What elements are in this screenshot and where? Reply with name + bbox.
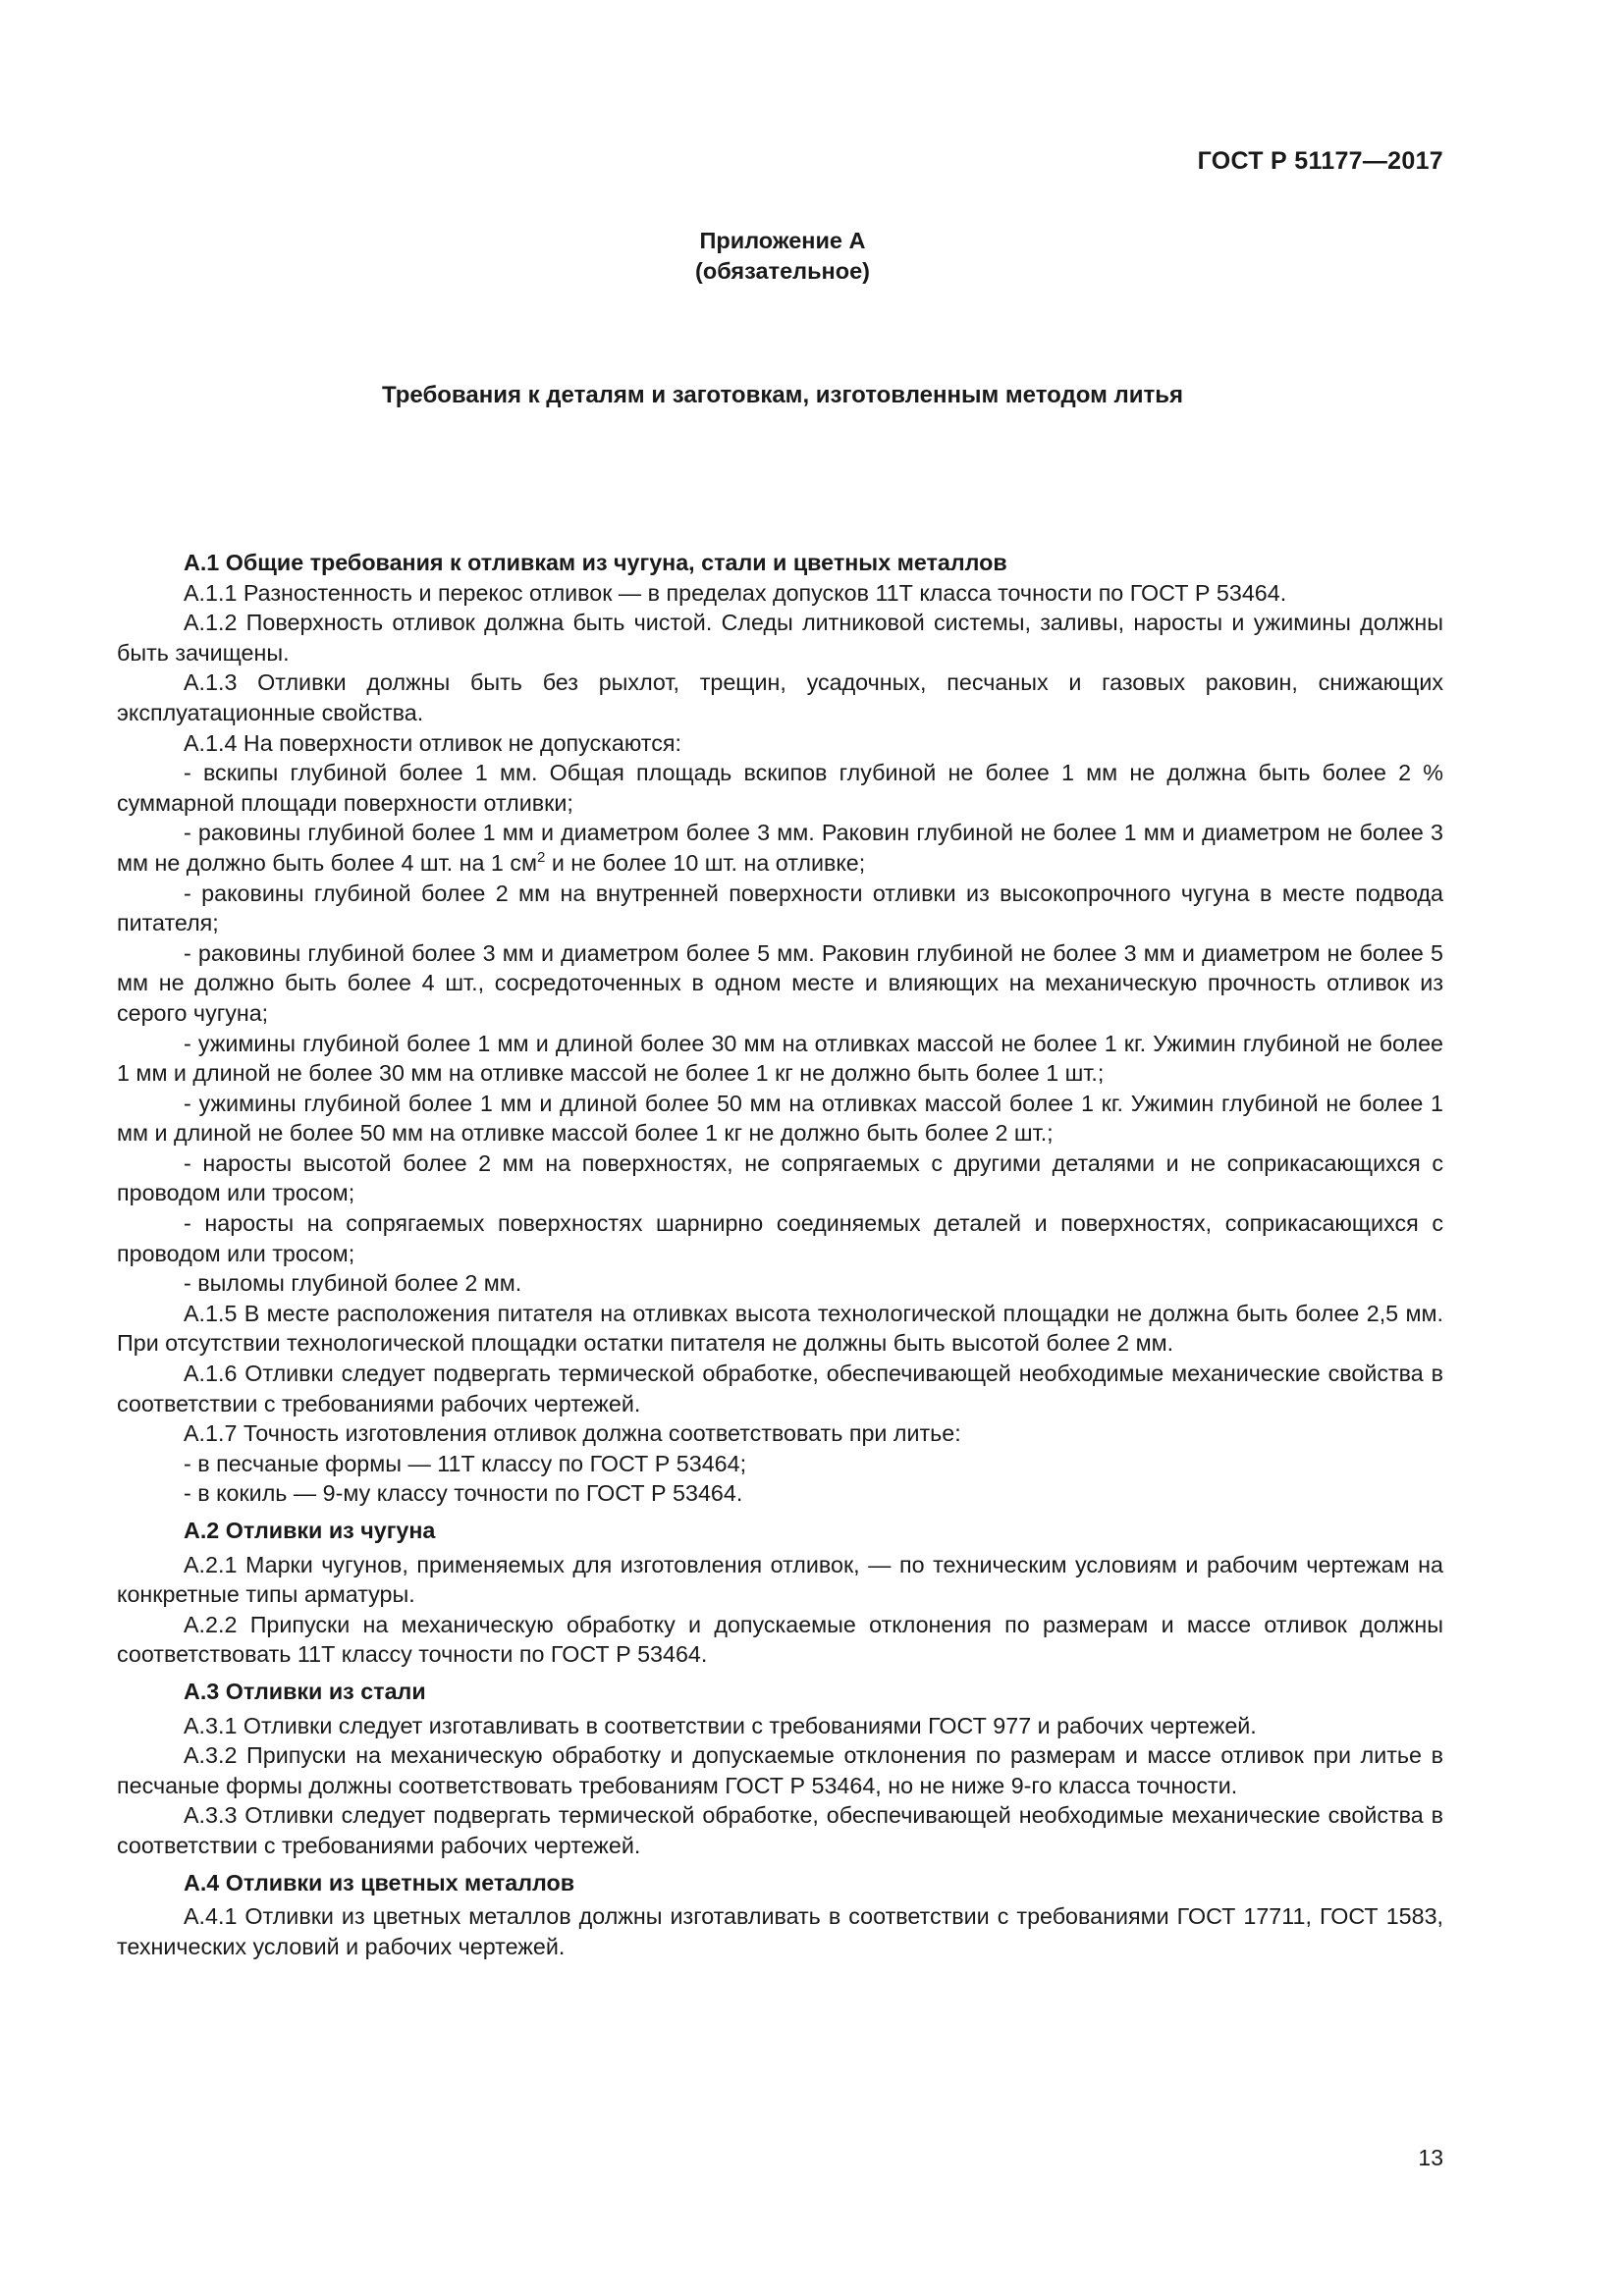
document-body (117, 548, 1443, 1961)
document-code: ГОСТ Р 51177—2017 (1197, 147, 1443, 175)
paragraph-a1-7: А.1.7 Точность изготовления отливок должна соответствовать при литье: (184, 1420, 961, 1447)
annex-title: Приложение А (699, 228, 866, 253)
list-item-a1-4-3: - раковины глубиной более 2 мм на внутренней поверхности отливки из высокопрочного чугуна в месте подвода питателя; (117, 880, 1443, 936)
list-item-a1-4-4: - раковины глубиной более 3 мм и диаметром более 5 мм. Раковин глубиной не более 3 мм и диаметром не более 5 мм не должно быть более 4 шт., сосредоточенных в одном месте и влияющих на механическую прочность отливок из серого чугуна; (117, 939, 1443, 1026)
paragraph-a4-1: А.4.1 Отливки из цветных металлов должны изготавливать в соответствии с требованиями ГОСТ 17711, ГОСТ 1583, технических условий и рабочих чертежей. (117, 1903, 1443, 1959)
paragraph-a1-5: А.1.5 В месте расположения питателя на отливках высота технологической площадки не должна быть более 2,5 мм. При отсутствии технологической площадки остатки питателя не должны быть высотой более 2 мм. (117, 1300, 1443, 1357)
list-item-a1-4-2 (117, 818, 1443, 878)
section-heading-a3: А.3 Отливки из стали (184, 1678, 426, 1704)
paragraph-a1-1: А.1.1 Разностенность и перекос отливок — в пределах допусков 11Т класса точности по ГОСТ Р 53464. (184, 579, 1287, 606)
page-number: 13 (1418, 2145, 1443, 2170)
list-item-a1-7-2: - в кокиль — 9-му классу точности по ГОСТ Р 53464. (184, 1480, 743, 1507)
annex-heading: Требования к деталям и заготовкам, изготовленным методом литья (382, 382, 1183, 408)
paragraph-a1-4: А.1.4 На поверхности отливок не допускаются: (184, 729, 681, 756)
paragraph-a3-2: А.3.2 Припуски на механическую обработку и допускаемые отклонения по размерам и массе отливок при литье в песчаные формы должны соответствовать требованиям ГОСТ Р 53464, но не ниже 9-го класса точности. (117, 1742, 1443, 1798)
superscript-exponent: 2 (537, 848, 546, 866)
paragraph-a3-1: А.3.1 Отливки следует изготавливать в соответствии с требованиями ГОСТ 977 и рабочих чертежей. (184, 1712, 1257, 1738)
section-heading-a4: А.4 Отливки из цветных металлов (184, 1869, 575, 1896)
paragraph-a1-6: А.1.6 Отливки следует подвергать термической обработке, обеспечивающей необходимые механические свойства в соответствии с требованиями рабочих чертежей. (117, 1361, 1443, 1416)
list-item-a1-4-8: - наросты на сопрягаемых поверхностях шарнирно соединяемых деталей и поверхностях, соприкасающихся с проводом или тросом; (117, 1210, 1443, 1266)
paragraph-a1-2: А.1.2 Поверхность отливок должна быть чистой. Следы литниковой системы, заливы, наросты и ужимины должны быть зачищены. (117, 610, 1443, 666)
list-item-a1-4-9: - выломы глубиной более 2 мм. (184, 1270, 522, 1297)
list-item-a1-7-1: - в песчаные формы — 11Т классу по ГОСТ Р 53464; (184, 1450, 747, 1476)
list-item-a1-4-7: - наросты высотой более 2 мм на поверхностях, не сопрягаемых с другими деталями и не соприкасающихся с проводом или тросом; (117, 1149, 1443, 1206)
list-item-a1-4-2-tail: и не более 10 шт. на отливке; (545, 849, 866, 876)
paragraph-a3-3: А.3.3 Отливки следует подвергать термической обработке, обеспечивающей необходимые механические свойства в соответствии с требованиями рабочих чертежей. (117, 1802, 1443, 1858)
annex-status: (обязательное) (695, 258, 870, 284)
paragraph-a2-1: А.2.1 Марки чугунов, применяемых для изготовления отливок, — по техническим условиям и рабочим чертежам на конкретные типы арматуры. (117, 1551, 1443, 1608)
list-item-a1-4-1: - вскипы глубиной более 1 мм. Общая площадь вскипов глубиной не более 1 мм не должна быть более 2 % суммарной площади поверхности отливки; (117, 760, 1443, 816)
list-item-a1-4-6: - ужимины глубиной более 1 мм и длиной более 50 мм на отливках массой более 1 кг. Ужимин глубиной не более 1 мм и длиной не более 50 мм на отливке массой более 1 кг не должно быть более 2 шт.; (117, 1090, 1443, 1147)
section-heading-a1: А.1 Общие требования к отливкам из чугуна, стали и цветных металлов (184, 550, 1007, 575)
paragraph-a2-2: А.2.2 Припуски на механическую обработку и допускаемые отклонения по размерам и массе отливок должны соответствовать 11Т классу точности по ГОСТ Р 53464. (117, 1611, 1443, 1668)
section-heading-a2: А.2 Отливки из чугуна (184, 1518, 436, 1543)
paragraph-a1-3: А.1.3 Отливки должны быть без рыхлот, трещин, усадочных, песчаных и газовых раковин, снижающих эксплуатационные свойства. (117, 669, 1443, 725)
list-item-a1-4-5: - ужимины глубиной более 1 мм и длиной более 30 мм на отливках массой не более 1 кг. Ужимин глубиной не более 1 мм и длиной не более 30 мм на отливке массой не более 1 кг не должно быть более 1 шт.; (117, 1030, 1443, 1087)
list-item-a1-4-2-text: - раковины глубиной более 1 мм и диаметром более 3 мм. Раковин глубиной не более 1 мм и диаметром не более 3 мм не должно быть более 4 шт. на 1 см (117, 820, 1443, 876)
